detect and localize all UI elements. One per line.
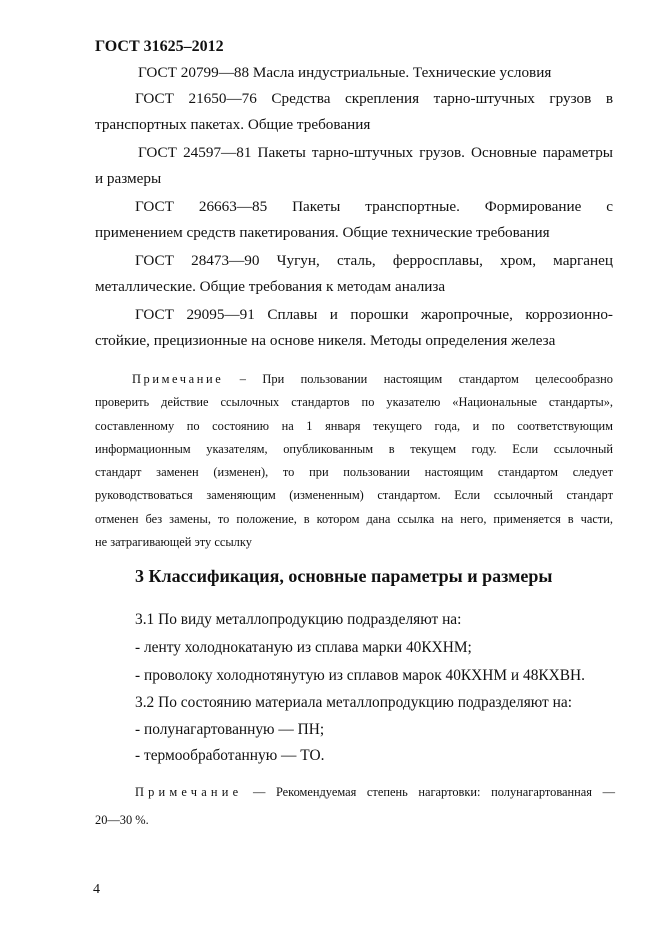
reference-text: металлические. Общие требования к методам анализа: [95, 278, 446, 295]
reference-item: [95, 140, 613, 192]
reference-text: ГОСТ 21650—76 Средства скрепления тарно-штучных грузов в: [135, 90, 613, 107]
reference-text: ГОСТ 24597—81 Пакеты тарно-штучных грузов. Основные параметры: [138, 144, 613, 161]
reference-text: транспортных пакетах. Общие требования: [95, 116, 371, 133]
note-line: не затрагивающей эту ссылку: [95, 535, 252, 550]
note-line: информационным указателям, опубликованным в текущем году. Если ссылочный: [95, 441, 613, 456]
reference-text: ГОСТ 29095—91 Сплавы и порошки жаропрочные, коррозионно-: [135, 306, 613, 323]
note-label: Примечание: [132, 372, 224, 386]
section-list-item: - ленту холоднокатаную из сплава марки 40КХНМ;: [135, 639, 472, 656]
reference-text: ГОСТ 28473—90 Чугун, сталь, ферросплавы, хром, марганец: [135, 252, 613, 269]
reference-item: [95, 194, 613, 246]
reference-item: [95, 302, 613, 354]
reference-item: [95, 60, 613, 86]
section-list-item: - полунагартованную — ПН;: [135, 721, 325, 738]
note-line: руководствоваться заменяющим (измененным) стандартом. Если ссылочный стандарт: [95, 488, 613, 503]
note-block: [95, 368, 613, 554]
section-paragraph: 3.1 По виду металлопродукцию подразделяют на:: [135, 611, 462, 628]
note-label: Примечание: [135, 785, 243, 799]
note-line: проверить действие ссылочных стандартов по указателю «Национальные стандарты»,: [95, 395, 613, 410]
reference-text: стойкие, прецизионные на основе никеля. Методы определения железа: [95, 332, 556, 349]
reference-text: ГОСТ 20799—88 Масла индустриальные. Технические условия: [138, 64, 552, 81]
reference-item: [95, 248, 613, 300]
note-line: составленному по состоянию на 1 января текущего года, и по соответствующим: [95, 418, 613, 433]
section-list-item: - термообработанную — ТО.: [135, 747, 325, 764]
document-header: ГОСТ 31625–2012: [95, 38, 224, 55]
note-block: [95, 778, 615, 834]
note-line: Примечание — Рекомендуемая степень нагартовки: полунагартованная —: [135, 785, 615, 799]
note-line: отменен без замены, то положение, в котором дана ссылка на него, применяется в части,: [95, 511, 613, 526]
note-line: 20—30 %.: [95, 813, 149, 827]
section-list-item: - проволоку холоднотянутую из сплавов марок 40КХНМ и 48КХВН.: [135, 667, 586, 684]
reference-item: [95, 86, 613, 138]
reference-text: ГОСТ 26663—85 Пакеты транспортные. Формирование с: [135, 198, 613, 215]
section-title: 3 Классификация, основные параметры и размеры: [135, 566, 553, 586]
reference-text: применением средств пакетирования. Общие технические требования: [95, 224, 550, 241]
page-number: 4: [93, 882, 100, 897]
note-line: Примечание – При пользовании настоящим стандартом целесообразно: [132, 372, 613, 386]
reference-text: и размеры: [95, 170, 162, 187]
note-line: стандарт заменен (изменен), то при пользовании настоящим стандартом следует: [95, 465, 613, 480]
section-paragraph: 3.2 По состоянию материала металлопродукцию подразделяют на:: [135, 694, 572, 711]
